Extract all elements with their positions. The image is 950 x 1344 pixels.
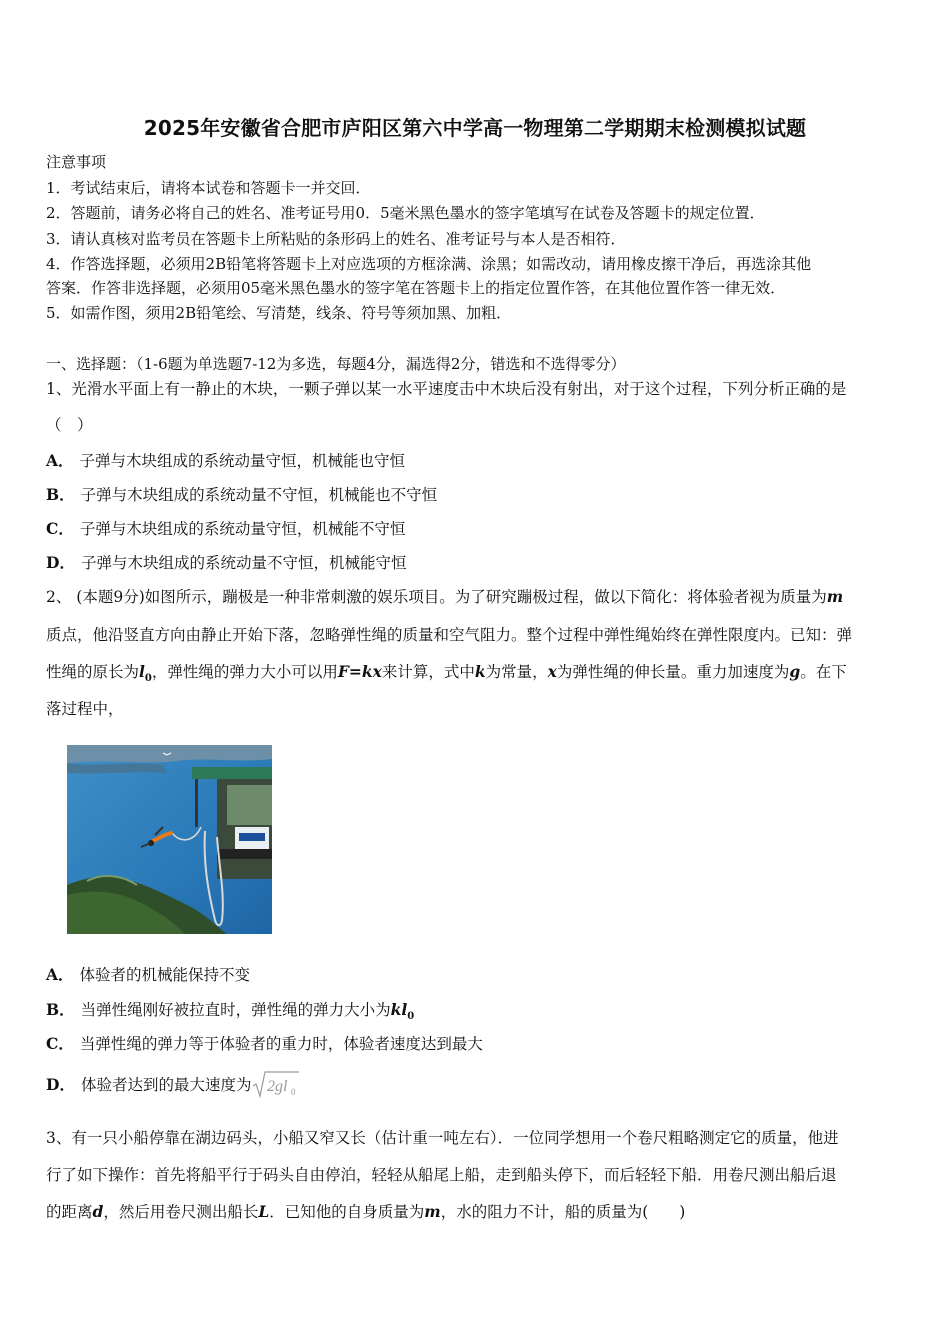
formula: F=kx [337, 662, 382, 681]
notice-item-3: 3．请认真核对监考员在答题卡上所粘贴的条形码上的姓名、准考证号与本人是否相符． [46, 230, 626, 248]
q2-line-2: 质点，他沿竖直方向由静止开始下落，忽略弹性绳的质量和空气阻力。整个过程中弹性绳始终在弹性限度内。已知：弹 [46, 626, 853, 644]
option-letter: B． [46, 1000, 75, 1019]
option-text: 体验者的机械能保持不变 [79, 966, 251, 984]
section-heading: 一、选择题：（1-6题为单选题7-12为多选，每题4分，漏选得2分，错选和不选得零分） [46, 355, 626, 373]
q2-text: 为常量， [485, 663, 548, 681]
option-text: 子弹与木块组成的系统动量不守恒，机械能守恒 [80, 554, 407, 572]
var-m: m [826, 587, 844, 606]
q1-option-b [46, 483, 437, 505]
option-letter: B． [46, 485, 75, 504]
var-g: g [789, 662, 801, 681]
var-d: d [92, 1202, 104, 1221]
bungee-photo [67, 745, 272, 934]
q3-text: 的距离 [46, 1203, 93, 1221]
option-letter: D． [46, 553, 75, 572]
sqrt-sign-icon [251, 1069, 301, 1099]
q3-text: ．已知他的自身质量为 [269, 1203, 425, 1221]
q2-line-3 [46, 660, 847, 684]
bungee-image [67, 745, 272, 934]
q2-text: 。在下 [800, 663, 847, 681]
page-title: 2025年安徽省合肥市庐阳区第六中学高一物理第二学期期末检测模拟试题 [143, 116, 807, 140]
var-l: l [139, 662, 145, 681]
option-text: 子弹与木块组成的系统动量守恒，机械能不守恒 [79, 520, 406, 538]
option-letter: C． [46, 1034, 74, 1053]
q2-line-1 [46, 585, 843, 607]
option-text: 体验者达到的最大速度为 [80, 1076, 252, 1094]
option-letter: A． [46, 451, 74, 470]
option-letter: A． [46, 965, 74, 984]
q1-option-a [46, 449, 405, 471]
option-text: 子弹与木块组成的系统动量守恒，机械能也守恒 [79, 452, 406, 470]
q2-option-b [46, 998, 414, 1022]
sqrt-sub: 0 [291, 1087, 296, 1097]
q3-text: ，水的阻力不计，船的质量为( ) [440, 1203, 686, 1221]
option-text: 子弹与木块组成的系统动量不守恒，机械能也不守恒 [80, 486, 438, 504]
sub-0: 0 [407, 1011, 415, 1023]
var-m: m [424, 1202, 441, 1221]
q2-text: 来计算，式中 [381, 663, 475, 681]
q2-line-4: 落过程中， [46, 700, 124, 718]
q3-line-1: 3、有一只小船停靠在湖边码头，小船又窄又长（估计重一吨左右）．一位同学想用一个卷尺粗略测定它的质量，他进 [46, 1129, 839, 1147]
option-letter: D． [46, 1075, 75, 1094]
option-letter: C． [46, 519, 74, 538]
q3-text: ，然后用卷尺测出船长 [103, 1203, 259, 1221]
option-text: 当弹性绳刚好被拉直时，弹性绳的弹力大小为 [80, 1001, 391, 1019]
notice-item-4: 4．作答选择题，必须用2B铅笔将答题卡上对应选项的方框涂满、涂黑；如需改动，请用橡皮擦干净后，再选涂其他 [46, 255, 812, 273]
var-kl: kl [390, 1000, 408, 1019]
notice-item-1: 1．考试结束后，请将本试卷和答题卡一并交回． [46, 179, 371, 197]
q1-option-c [46, 517, 405, 539]
q1-option-d [46, 551, 406, 573]
q2-text: 性绳的原长为 [46, 663, 140, 681]
notice-heading: 注意事项 [46, 153, 107, 171]
q3-line-2: 行了如下操作：首先将船平行于码头自由停泊，轻轻从船尾上船，走到船头停下，而后轻轻下船．用卷尺测出船后退 [46, 1166, 837, 1184]
q2-option-d [46, 1069, 301, 1103]
q1-paren: （ ） [46, 416, 93, 434]
q2-text: ，弹性绳的弹力大小可以用 [151, 663, 338, 681]
q1-stem: 1、光滑水平面上有一静止的木块，一颗子弹以某一水平速度击中木块后没有射出，对于这个过程，下列分析正确的是 [46, 380, 847, 398]
var-k: k [474, 662, 486, 681]
option-text: 当弹性绳的弹力等于体验者的重力时，体验者速度达到最大 [79, 1035, 483, 1053]
q2-option-a [46, 963, 250, 985]
notice-item-2: 2．答题前，请务必将自己的姓名、准考证号用0．5毫米黑色墨水的签字笔填写在试卷及答题卡的规定位置． [46, 204, 765, 222]
var-x: x [547, 662, 557, 681]
q3-line-3 [46, 1200, 685, 1222]
var-L: L [258, 1202, 270, 1221]
sub-0: 0 [144, 673, 152, 685]
q2-text: 为弹性绳的伸长量。重力加速度为 [556, 663, 790, 681]
q2-option-c [46, 1032, 483, 1054]
notice-item-4-cont: 答案．作答非选择题，必须用05毫米黑色墨水的签字笔在答题卡上的指定位置作答，在其他位置作答一律无效． [46, 279, 786, 297]
notice-item-5: 5．如需作图，须用2B铅笔绘、写清楚，线条、符号等须加黑、加粗． [46, 304, 512, 322]
q2-text: 2、 (本题9分)如图所示，蹦极是一种非常刺激的娱乐项目。为了研究蹦极过程，做以下简化：将体验者视为质量为 [46, 588, 827, 606]
sqrt-expression [251, 1069, 301, 1103]
sqrt-radicand: 2gl [267, 1078, 288, 1095]
